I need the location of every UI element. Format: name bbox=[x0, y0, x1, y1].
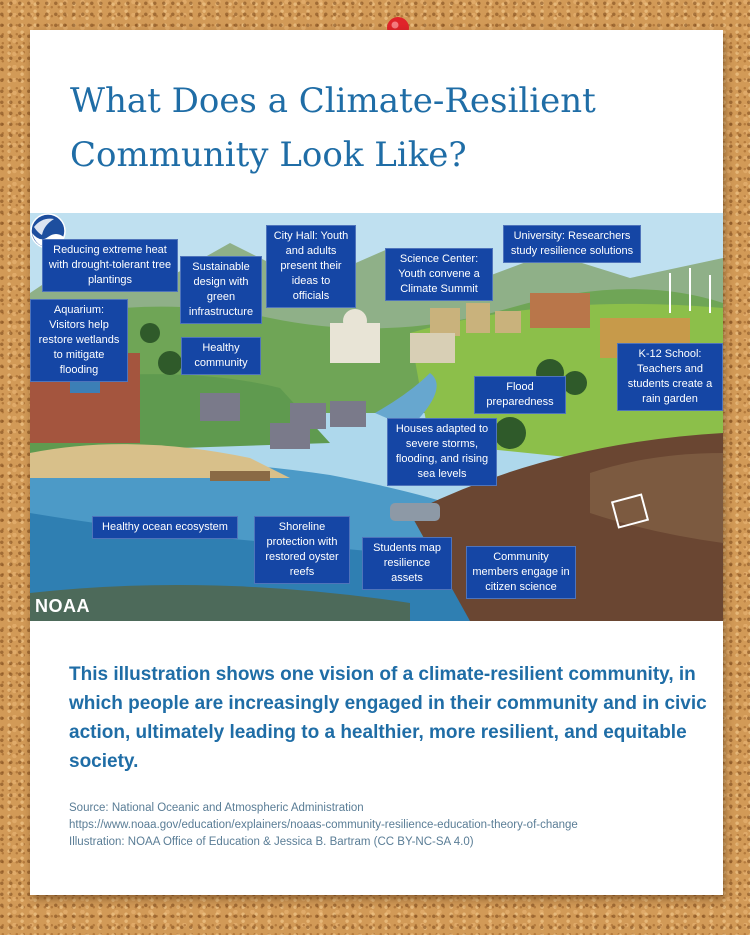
illustration bbox=[30, 213, 723, 621]
label-aquarium: Aquarium: Visitors help restore wetlands to mitigate flooding bbox=[30, 299, 128, 382]
label-extreme-heat: Reducing extreme heat with drought-tolerant tree plantings bbox=[42, 239, 178, 292]
label-university: University: Researchers study resilience solutions bbox=[503, 225, 641, 263]
source-url[interactable]: https://www.noaa.gov/education/explainers/noaas-community-resilience-education-theory-of-change bbox=[69, 819, 578, 831]
label-students-map: Students map resilience assets bbox=[362, 537, 452, 590]
source-line: Source: National Oceanic and Atmospheric Administration bbox=[69, 802, 364, 814]
label-flood-preparedness: Flood preparedness bbox=[474, 376, 566, 414]
label-healthy-community: Healthy community bbox=[181, 337, 261, 375]
caption: This illustration shows one vision of a climate-resilient community, in which people are increasingly engaged in their community and in civic action, ultimately leading to a healthier, more resilient, and equitable society. bbox=[69, 664, 707, 772]
label-healthy-ocean: Healthy ocean ecosystem bbox=[92, 516, 238, 539]
label-citizen-science: Community members engage in citizen science bbox=[466, 546, 576, 599]
label-houses-adapted: Houses adapted to severe storms, flooding, and rising sea levels bbox=[387, 418, 497, 486]
label-sustainable-design: Sustainable design with green infrastructure bbox=[180, 256, 262, 324]
label-city-hall: City Hall: Youth and adults present their ideas to officials bbox=[266, 225, 356, 308]
source-block bbox=[69, 800, 729, 851]
noaa-watermark: NOAA bbox=[35, 596, 90, 616]
page-title: What Does a Climate-Resilient Community Look Like? bbox=[70, 81, 596, 175]
label-shoreline: Shoreline protection with restored oyster reefs bbox=[254, 516, 350, 584]
label-science-center: Science Center: Youth convene a Climate Summit bbox=[385, 248, 493, 301]
poster-sheet bbox=[30, 30, 723, 895]
illustration-credit: Illustration: NOAA Office of Education & Jessica B. Bartram (CC BY-NC-SA 4.0) bbox=[69, 836, 474, 848]
label-k12-school: K-12 School: Teachers and students create a rain garden bbox=[617, 343, 723, 411]
